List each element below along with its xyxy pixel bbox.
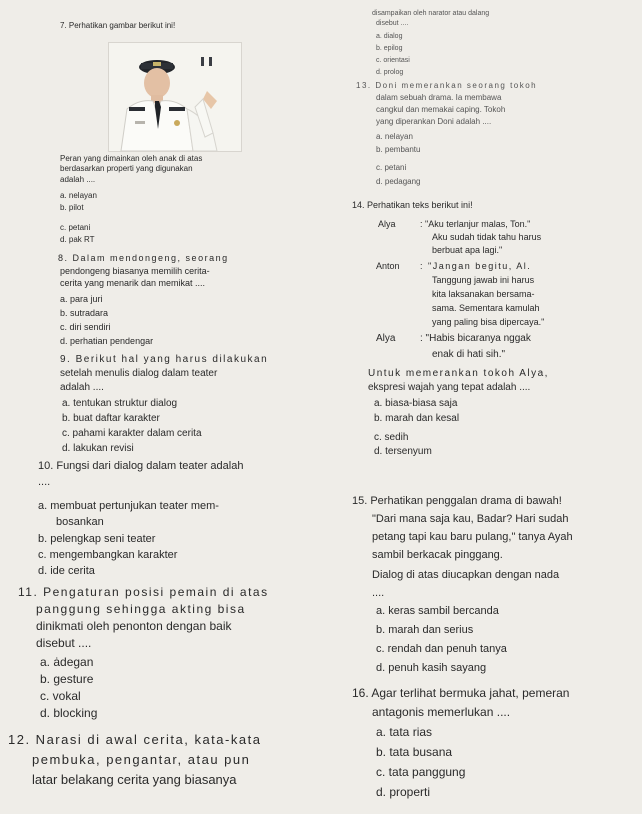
dialog-line: : "Jangan begitu, Al. (420, 261, 532, 271)
q11-line: panggung sehingga akting bisa (36, 602, 246, 616)
q12-option: d. prolog (376, 69, 404, 76)
dialog-line: berbuat apa lagi." (432, 245, 503, 255)
dialog-line: Tanggung jawab ini harus (432, 275, 535, 285)
dialog-line: : "Aku terlanjur malas, Ton." (420, 219, 531, 229)
q11-line: dinikmati oleh penonton dengan baik (36, 619, 232, 633)
dialog-speaker: Alya (378, 219, 396, 229)
dialog-line: sama. Sementara kamulah (432, 303, 540, 313)
q12-line: pembuka, pengantar, atau pun (32, 752, 251, 767)
q14-question: Untuk memerankan tokoh Alya, (368, 368, 549, 379)
q8-line: 8. Dalam mendongeng, seorang (58, 253, 229, 263)
q12-line: 12. Narasi di awal cerita, kata-kata (8, 732, 262, 747)
q7-caption: Peran yang dimainkan oleh anak di atas (60, 154, 203, 163)
q16-option: b. tata busana (376, 745, 453, 759)
q16-line: 16. Agar terlihat bermuka jahat, pemeran (352, 686, 570, 700)
q13-option: b. pembantu (376, 145, 421, 154)
q16-option: c. tata panggung (376, 765, 466, 779)
q7-option: a. nelayan (60, 191, 97, 200)
q15-line: 15. Perhatikan penggalan drama di bawah! (352, 495, 562, 507)
dialog-speaker: Alya (376, 333, 396, 344)
q7-line: adalah .... (60, 175, 96, 184)
q15-line: sambil berkacak pinggang. (372, 549, 503, 561)
q12-option: b. epilog (376, 45, 403, 52)
dialog-line: Aku sudah tidak tahu harus (432, 232, 542, 242)
q13-line: cangkul dan memakai caping. Tokoh (376, 105, 506, 114)
q8-option: b. sutradara (60, 308, 109, 318)
q16-line: antagonis memerlukan .... (372, 705, 511, 719)
q15-option: a. keras sambil bercanda (376, 605, 499, 617)
q9-line: adalah .... (60, 382, 104, 393)
q10-option: d. ide cerita (38, 565, 95, 577)
q10-option: bosankan (56, 516, 104, 528)
q10-option: c. mengembangkan karakter (38, 549, 178, 561)
q10-line: 10. Fungsi dari dialog dalam teater adalah (38, 460, 244, 472)
q9-line: 9. Berikut hal yang harus dilakukan (60, 354, 269, 365)
q15-line: "Dari mana saja kau, Badar? Hari sudah (372, 513, 569, 525)
q7-option: c. petani (60, 223, 91, 232)
q16-option: a. tata rias (376, 725, 433, 739)
dialog-line: : "Habis bicaranya nggak (420, 333, 531, 344)
dialog-line: yang paling bisa dipercaya." (432, 317, 545, 327)
q11-option: b. gesture (40, 672, 94, 686)
q12-option: c. orientasi (376, 57, 410, 64)
dialog-line: enak di hati sih." (432, 349, 506, 360)
q8-line: pendongeng biasanya memilih cerita- (60, 266, 210, 276)
q12-continuation: disampaikan oleh narator atau dalang (372, 10, 490, 17)
q15-option: d. penuh kasih sayang (376, 662, 487, 674)
q12-line: latar belakang cerita yang biasanya (32, 772, 237, 787)
q11-option: a. ȧdegan (40, 655, 94, 669)
q9-option: c. pahami karakter dalam cerita (62, 428, 202, 439)
q8-option: d. perhatian pendengar (60, 336, 154, 346)
q14-stem: 14. Perhatikan teks berikut ini! (352, 200, 473, 210)
dialog-line: kita laksanakan bersama- (432, 289, 535, 299)
q7-option: d. pak RT (60, 235, 95, 244)
q15-option: c. rendah dan penuh tanya (376, 643, 507, 655)
q14-option: b. marah dan kesal (374, 413, 460, 424)
q8-option: c. diri sendiri (60, 322, 111, 332)
q8-line: cerita yang menarik dan memikat .... (60, 278, 206, 288)
q11-line: disebut .... (36, 636, 92, 650)
q7-line: berdasarkan properti yang digunakan (60, 164, 193, 173)
q12-continuation: disebut .... (376, 20, 409, 27)
q9-option: d. lakukan revisi (62, 443, 134, 454)
q16-option: d. properti (376, 785, 431, 799)
q9-line: setelah menulis dialog dalam teater (60, 368, 218, 379)
q15-option: b. marah dan serius (376, 624, 474, 636)
q10-option: b. pelengkap seni teater (38, 533, 156, 545)
q9-option: b. buat daftar karakter (62, 413, 160, 424)
q14-question: ekspresi wajah yang tepat adalah .... (368, 382, 531, 393)
q13-option: d. pedagang (376, 177, 421, 186)
dialog-speaker: Anton (376, 261, 400, 271)
q14-option: c. sedih (374, 432, 409, 443)
q15-line: petang tapi kau baru pulang," tanya Ayah (372, 531, 573, 543)
q14-option: a. biasa-biasa saja (374, 398, 458, 409)
q10-option: a. membuat pertunjukan teater mem- (38, 500, 219, 512)
q11-line: 11. Pengaturan posisi pemain di atas (18, 585, 269, 599)
boy-in-uniform-photo (108, 42, 242, 152)
q12-option: a. dialog (376, 33, 403, 40)
q13-option: a. nelayan (376, 132, 413, 141)
q13-line: 13. Doni memerankan seorang tokoh (356, 81, 538, 90)
q11-option: c. vokal (40, 689, 81, 703)
q13-option: c. petani (376, 163, 407, 172)
q15-line: Dialog di atas diucapkan dengan nada (372, 569, 560, 581)
q7-option: b. pilot (60, 203, 84, 212)
q13-line: dalam sebuah drama. Ia membawa (376, 93, 502, 102)
q7-stem: 7. Perhatikan gambar berikut ini! (60, 21, 176, 30)
q9-option: a. tentukan struktur dialog (62, 398, 178, 409)
q15-line: .... (372, 587, 385, 599)
q8-option: a. para juri (60, 294, 103, 304)
q10-line: .... (38, 476, 51, 488)
q14-option: d. tersenyum (374, 446, 432, 457)
q13-line: yang diperankan Doni adalah .... (376, 117, 492, 126)
q11-option: d. blocking (40, 706, 98, 720)
